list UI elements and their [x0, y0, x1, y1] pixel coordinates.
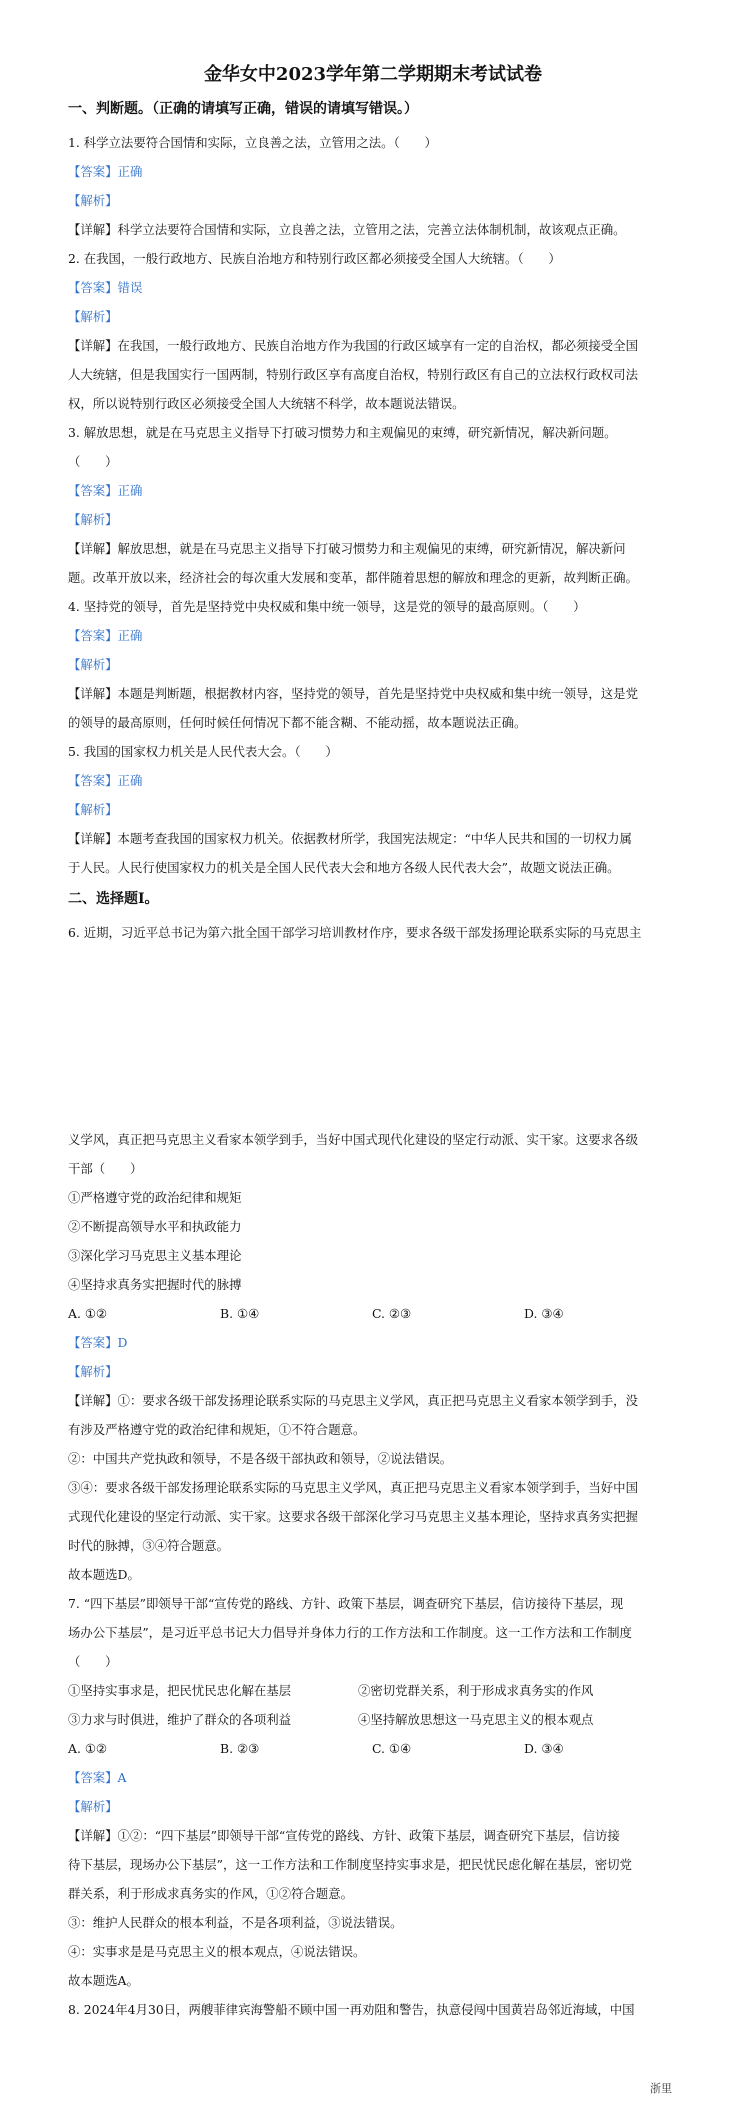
detail-7-line: ④：实事求是是马克思主义的根本观点，④说法错误。	[68, 1944, 366, 1959]
detail-4-line: 的领导的最高原则，任何时候任何情况下都不能含糊、不能动摇，故本题说法正确。	[68, 715, 527, 730]
question-3-line: 3. 解放思想，就是在马克思主义指导下打破习惯势力和主观偏见的束缚，研究新情况，解决新问题。	[68, 425, 617, 440]
detail-3-line: 【详解】解放思想，就是在马克思主义指导下打破习惯势力和主观偏见的束缚，研究新情况，解决新问	[68, 541, 626, 556]
options-row	[68, 1299, 678, 1328]
detail-6-line: 【详解】①：要求各级干部发扬理论联系实际的马克思主义学风，真正把马克思主义看家本领学到手，没	[68, 1393, 638, 1408]
option-b: B. ②③	[220, 1741, 260, 1756]
detail-3-line: 题。改革开放以来，经济社会的每次重大发展和变革，都伴随着思想的解放和理念的更新，故判断正确。	[68, 570, 638, 585]
answer-7: 【答案】A	[68, 1770, 127, 1785]
option-d: D. ③④	[524, 1741, 564, 1756]
analysis-label-6: 【解析】	[68, 1364, 118, 1379]
statement-item: ④坚持求真务实把握时代的脉搏	[68, 1277, 242, 1292]
answer-6: 【答案】D	[68, 1335, 128, 1350]
detail-4-line: 【详解】本题是判断题，根据教材内容，坚持党的领导，首先是坚持党中央权威和集中统一领导，这是党	[68, 686, 638, 701]
question-6-first-line: 6. 近期，习近平总书记为第六批全国干部学习培训教材作序，要求各级干部发扬理论联系实际的马克思主	[68, 925, 642, 940]
detail-2-line: 【详解】在我国，一般行政地方、民族自治地方作为我国的行政区域享有一定的自治权，都必须接受全国	[68, 338, 638, 353]
answer-5: 【答案】正确	[68, 773, 143, 788]
footer-watermark: 浙里	[650, 2082, 672, 2095]
question-7-line: 7. “四下基层”即领导干部“宣传党的路线、方针、政策下基层，调查研究下基层，信访接待下基层，现	[68, 1596, 624, 1611]
question-5: 5. 我国的国家权力机关是人民代表大会。（ ）	[68, 744, 338, 759]
detail-7-line: 故本题选A。	[68, 1973, 139, 1988]
analysis-label-3: 【解析】	[68, 512, 118, 527]
statement-item: ③深化学习马克思主义基本理论	[68, 1248, 242, 1263]
question-8: 8. 2024年4月30日，两艘菲律宾海警船不顾中国一再劝阻和警告，执意侵闯中国黄岩岛邻近海域，中国	[68, 2002, 635, 2017]
page-title: 金华女中2023学年第二学期期末考试试卷	[203, 64, 543, 85]
question-2: 2. 在我国，一般行政地方、民族自治地方和特别行政区都必须接受全国人大统辖。（ ）	[68, 251, 561, 266]
blank-space	[68, 947, 678, 1125]
section-heading-judgement: 一、判断题。（正确的请填写正确，错误的请填写错误。）	[68, 101, 418, 117]
question-7-line: （ ）	[68, 1654, 118, 1669]
statement-item: ④坚持解放思想这一马克思主义的根本观点	[358, 1712, 594, 1727]
option-a: A. ①②	[68, 1741, 108, 1756]
answer-2: 【答案】错误	[68, 280, 143, 295]
option-c: C. ②③	[372, 1306, 412, 1321]
option-d: D. ③④	[524, 1306, 564, 1321]
detail-5-line: 【详解】本题考查我国的国家权力机关。依据教材所学，我国宪法规定：“中华人民共和国的一切权力属	[68, 831, 632, 846]
detail-6-line: 故本题选D。	[68, 1567, 140, 1582]
option-a: A. ①②	[68, 1306, 108, 1321]
statement-row	[68, 1676, 678, 1705]
analysis-label-2: 【解析】	[68, 309, 118, 324]
question-4: 4. 坚持党的领导，首先是坚持党中央权威和集中统一领导，这是党的领导的最高原则。（ ）	[68, 599, 586, 614]
detail-6-line: 有涉及严格遵守党的政治纪律和规矩，①不符合题意。	[68, 1422, 366, 1437]
question-6-line: 干部（ ）	[68, 1161, 143, 1176]
detail-5-line: 于人民。人民行使国家权力的机关是全国人民代表大会和地方各级人民代表大会”，故题文说法正确。	[68, 860, 620, 875]
detail-2-line: 权，所以说特别行政区必须接受全国人大统辖不科学，故本题说法错误。	[68, 396, 465, 411]
detail-6-line: 时代的脉搏，③④符合题意。	[68, 1538, 230, 1553]
question-3-line: （ ）	[68, 454, 118, 469]
statement-item: ①严格遵守党的政治纪律和规矩	[68, 1190, 242, 1205]
option-c: C. ①④	[372, 1741, 412, 1756]
document-page	[68, 60, 678, 2024]
question-7-line: 场办公下基层”，是习近平总书记大力倡导并身体力行的工作方法和工作制度。这一工作方法和工作制度	[68, 1625, 632, 1640]
options-row	[68, 1734, 678, 1763]
detail-6-line: ②：中国共产党执政和领导，不是各级干部执政和领导，②说法错误。	[68, 1451, 453, 1466]
analysis-label-1: 【解析】	[68, 193, 118, 208]
statement-item: ③力求与时俱进，维护了群众的各项利益	[68, 1712, 292, 1727]
statement-item: ②不断提高领导水平和执政能力	[68, 1219, 242, 1234]
analysis-label-5: 【解析】	[68, 802, 118, 817]
statement-item: ①坚持实事求是，把民忧民忠化解在基层	[68, 1683, 292, 1698]
detail-6-line: ③④：要求各级干部发扬理论联系实际的马克思主义学风，真正把马克思主义看家本领学到手，当好中国	[68, 1480, 638, 1495]
analysis-label-4: 【解析】	[68, 657, 118, 672]
option-b: B. ①④	[220, 1306, 260, 1321]
detail-7-line: ③：维护人民群众的根本利益，不是各项利益，③说法错误。	[68, 1915, 403, 1930]
detail-7-line: 待下基层，现场办公下基层”，这一工作方法和工作制度坚持实事求是，把民忧民虑化解在基层，密切党	[68, 1857, 632, 1872]
section-heading-choice: 二、选择题Ⅰ。	[68, 891, 159, 907]
answer-1: 【答案】正确	[68, 164, 143, 179]
analysis-label-7: 【解析】	[68, 1799, 118, 1814]
statement-item: ②密切党群关系，利于形成求真务实的作风	[358, 1683, 594, 1698]
answer-4: 【答案】正确	[68, 628, 143, 643]
detail-7-line: 【详解】①②：“四下基层”即领导干部“宣传党的路线、方针、政策下基层，调查研究下基层，信访接	[68, 1828, 620, 1843]
answer-3: 【答案】正确	[68, 483, 143, 498]
detail-1: 【详解】科学立法要符合国情和实际，立良善之法，立管用之法，完善立法体制机制，故该观点正确。	[68, 222, 626, 237]
statement-row	[68, 1705, 678, 1734]
detail-7-line: 群关系，利于形成求真务实的作风，①②符合题意。	[68, 1886, 353, 1901]
detail-6-line: 式现代化建设的坚定行动派、实干家。这要求各级干部深化学习马克思主义基本理论，坚持求真务实把握	[68, 1509, 638, 1524]
detail-2-line: 人大统辖，但是我国实行一国两制，特别行政区享有高度自治权，特别行政区有自己的立法权行政权司法	[68, 367, 638, 382]
question-1: 1. 科学立法要符合国情和实际，立良善之法，立管用之法。（ ）	[68, 135, 437, 150]
question-6-line: 义学风，真正把马克思主义看家本领学到手，当好中国式现代化建设的坚定行动派、实干家。这要求各级	[68, 1132, 638, 1147]
